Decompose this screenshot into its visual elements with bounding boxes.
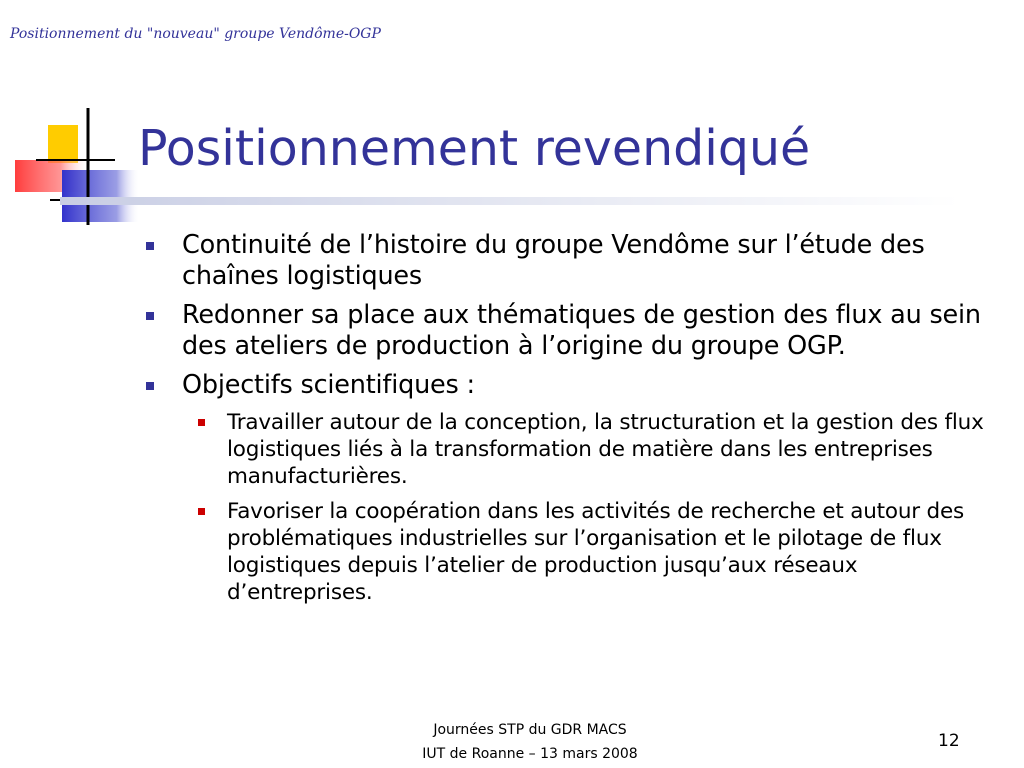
footer-line-2: IUT de Roanne – 13 mars 2008 xyxy=(422,746,638,762)
page-number: 12 xyxy=(938,731,960,751)
header-note: Positionnement du "nouveau" groupe Vendôme-OGP xyxy=(10,26,381,42)
square-bullet-icon xyxy=(146,382,154,390)
bullet-item xyxy=(140,230,985,292)
bullet-item xyxy=(140,300,985,362)
footer-line-1: Journées STP du GDR MACS xyxy=(433,722,627,738)
sub-bullet-item xyxy=(182,409,985,490)
bullet-list xyxy=(140,230,985,614)
square-bullet-icon xyxy=(146,312,154,320)
bullet-text: Redonner sa place aux thématiques de gestion des flux au sein des ateliers de production à l’origine du groupe OGP. xyxy=(182,300,981,361)
sub-bullet-text: Travailler autour de la conception, la structuration et la gestion des flux logistiques liés à la transformation de matière dans les entreprises manufacturières. xyxy=(227,410,984,489)
logo-blue-square xyxy=(62,170,140,222)
logo-yellow-square xyxy=(48,125,78,163)
title-underline xyxy=(60,197,960,205)
sub-bullet-item xyxy=(182,498,985,606)
red-square-bullet-icon xyxy=(198,419,205,426)
bullet-text: Continuité de l’histoire du groupe Vendôme sur l’étude des chaînes logistiques xyxy=(182,230,925,291)
bullet-item xyxy=(140,370,985,401)
slide-title: Positionnement revendiqué xyxy=(138,120,811,177)
slide-footer xyxy=(360,718,700,766)
square-bullet-icon xyxy=(146,242,154,250)
bullet-text: Objectifs scientifiques : xyxy=(182,370,475,400)
red-square-bullet-icon xyxy=(198,508,205,515)
sub-bullet-text: Favoriser la coopération dans les activités de recherche et autour des problématiques industrielles sur l’organisation et le pilotage de flux logistiques depuis l’atelier de production jusqu’aux réseaux d’entreprises. xyxy=(227,499,964,605)
